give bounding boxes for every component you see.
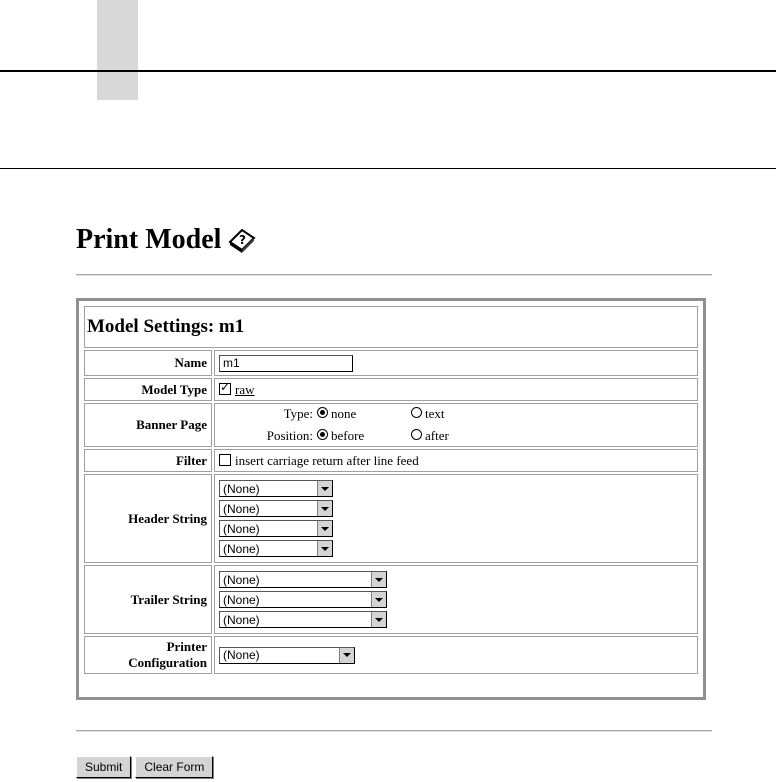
header-string-select-3[interactable]: (None) bbox=[219, 520, 333, 537]
banner-type-label: Type: bbox=[283, 406, 313, 421]
banner-page-options bbox=[219, 406, 693, 444]
banner-position-before-radio[interactable] bbox=[317, 429, 328, 440]
chevron-down-icon[interactable] bbox=[317, 521, 332, 536]
banner-type-none-radio[interactable] bbox=[317, 407, 328, 418]
printer-configuration-select[interactable]: (None) bbox=[219, 647, 355, 664]
filter-label: Filter bbox=[84, 449, 212, 472]
chevron-down-icon[interactable] bbox=[317, 481, 332, 496]
form-buttons bbox=[76, 756, 213, 778]
divider-bottom bbox=[76, 730, 712, 732]
banner-page-label: Banner Page bbox=[84, 403, 212, 447]
form-heading: Model Settings: m1 bbox=[84, 306, 698, 348]
print-model-screen bbox=[76, 214, 712, 782]
banner-type-none[interactable]: none bbox=[317, 406, 411, 422]
page-title: Print Model bbox=[76, 224, 222, 255]
banner-position-label: Position: bbox=[266, 428, 313, 443]
chevron-down-icon[interactable] bbox=[339, 648, 354, 663]
banner-position-after-radio[interactable] bbox=[411, 429, 422, 440]
chevron-down-icon[interactable] bbox=[371, 592, 386, 607]
header-string-select-1[interactable]: (None) bbox=[219, 480, 333, 497]
chevron-down-icon[interactable] bbox=[371, 612, 386, 627]
page-rule-bottom bbox=[0, 168, 776, 169]
trailer-string-label: Trailer String bbox=[84, 565, 212, 634]
model-type-raw-link[interactable]: raw bbox=[235, 381, 255, 397]
banner-type-text[interactable]: text bbox=[411, 406, 491, 422]
clear-form-button[interactable]: Clear Form bbox=[135, 756, 213, 778]
divider-top bbox=[76, 274, 712, 276]
chevron-down-icon[interactable] bbox=[317, 501, 332, 516]
header-string-select-2[interactable]: (None) bbox=[219, 500, 333, 517]
model-type-label: Model Type bbox=[84, 378, 212, 401]
printer-configuration-label: Printer Configuration bbox=[84, 636, 212, 674]
page-rule-top bbox=[0, 70, 776, 72]
header-string-label: Header String bbox=[84, 474, 212, 563]
help-book-icon[interactable] bbox=[227, 225, 257, 255]
model-type-raw-checkbox[interactable] bbox=[219, 383, 231, 395]
banner-position-after[interactable]: after bbox=[411, 428, 491, 444]
svg-text:?: ? bbox=[239, 233, 247, 247]
filter-crlf-checkbox[interactable] bbox=[219, 454, 231, 466]
chevron-down-icon[interactable] bbox=[371, 572, 386, 587]
chevron-down-icon[interactable] bbox=[317, 541, 332, 556]
name-label: Name bbox=[84, 350, 212, 376]
trailer-string-select-1[interactable]: (None) bbox=[219, 571, 387, 588]
trailer-string-select-2[interactable]: (None) bbox=[219, 591, 387, 608]
banner-type-text-radio[interactable] bbox=[411, 407, 422, 418]
title-row bbox=[76, 220, 257, 260]
model-settings-form bbox=[76, 298, 706, 700]
chapter-tab-marker bbox=[97, 0, 138, 100]
trailer-string-select-3[interactable]: (None) bbox=[219, 611, 387, 628]
banner-position-before[interactable]: before bbox=[317, 428, 411, 444]
header-string-select-4[interactable]: (None) bbox=[219, 540, 333, 557]
filter-crlf-label: insert carriage return after line feed bbox=[235, 452, 419, 468]
submit-button[interactable]: Submit bbox=[76, 756, 131, 778]
name-input[interactable] bbox=[219, 355, 353, 372]
